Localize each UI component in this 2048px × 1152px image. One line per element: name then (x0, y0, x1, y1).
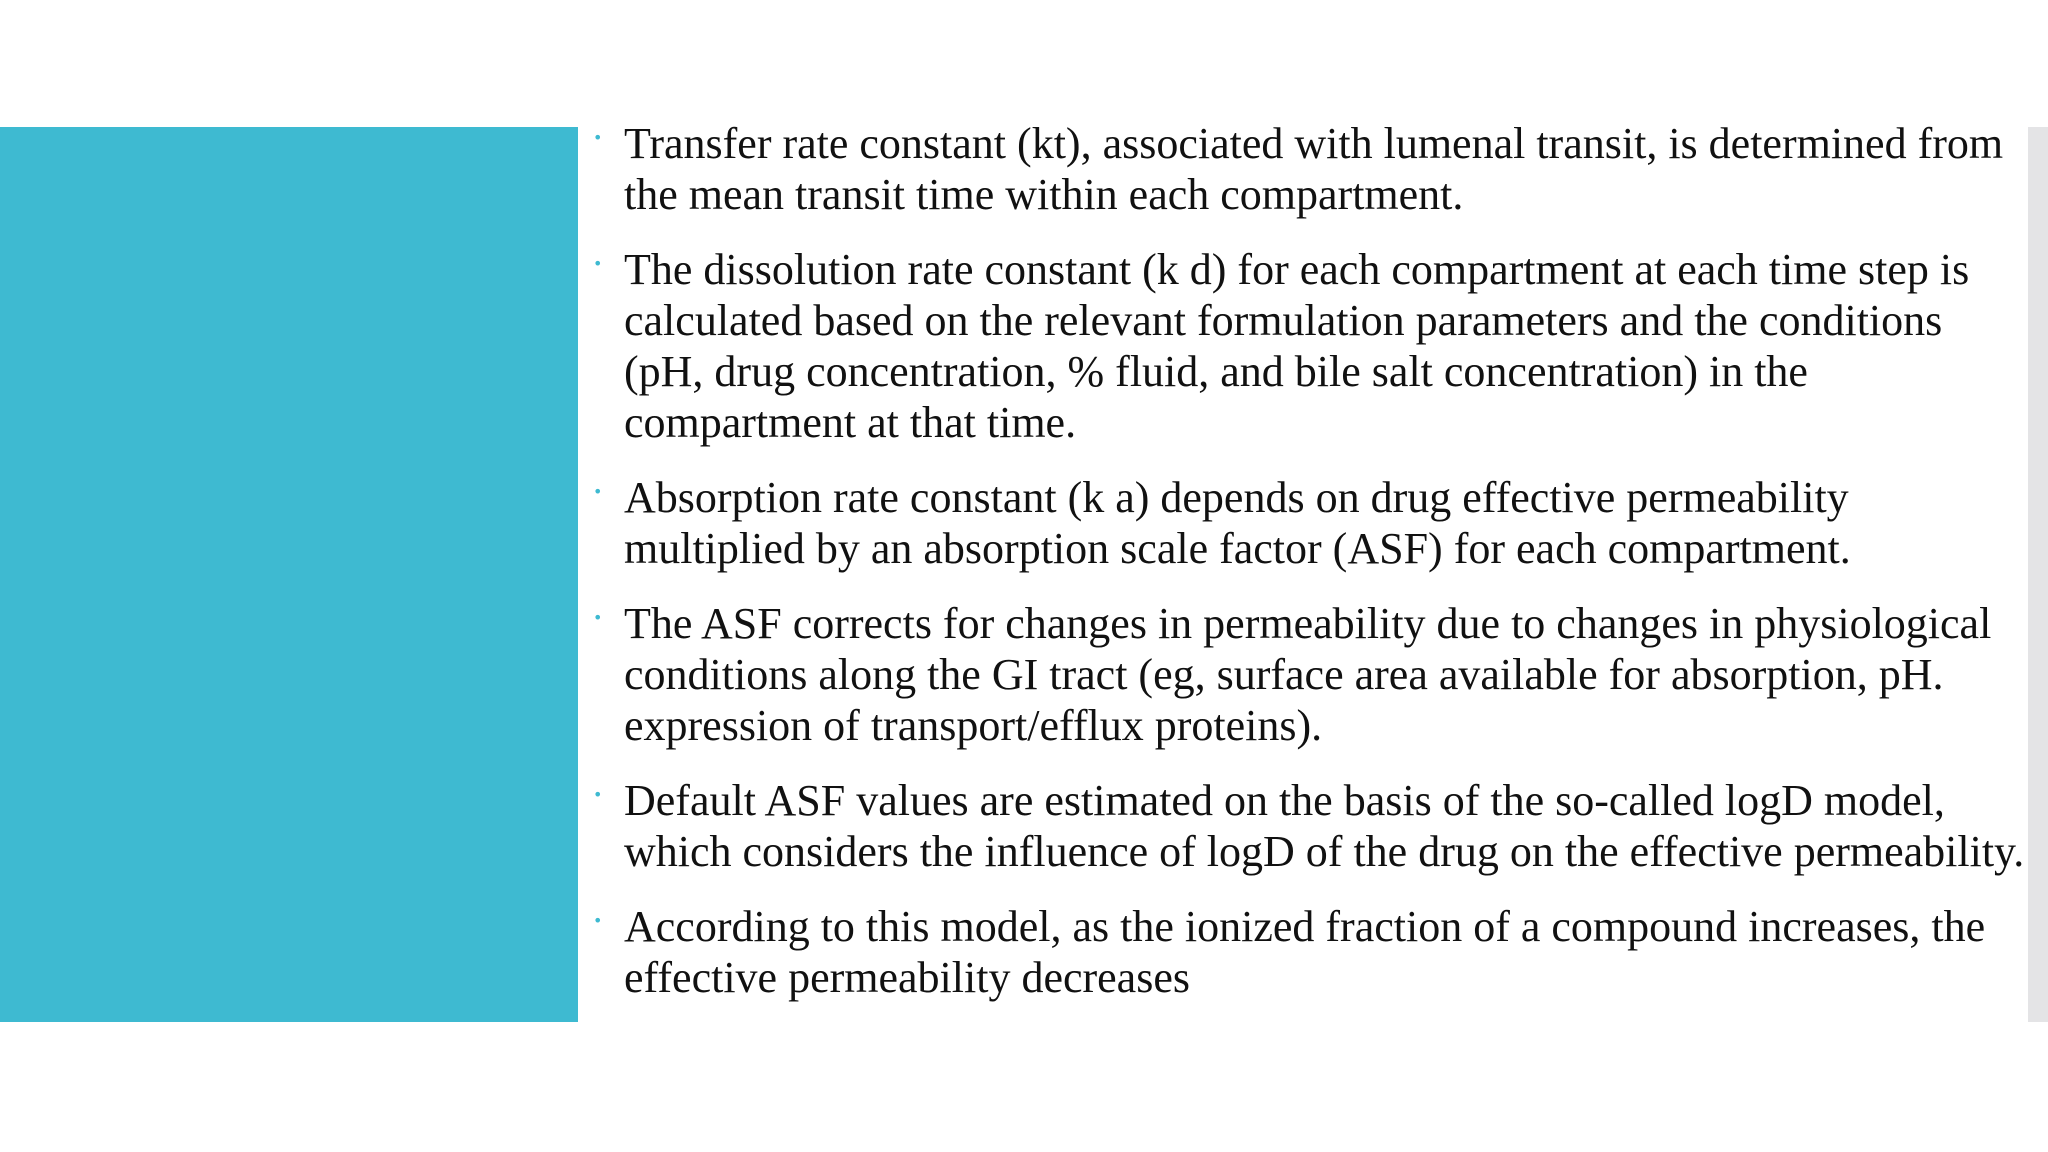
bullet-text: Transfer rate constant (kt), associated with lumenal transit, is determined from the mean transit time within each compartment. (624, 119, 2004, 219)
bullet-text: Default ASF values are estimated on the basis of the so-called logD model, which considers the influence of logD of the drug on the effective permeability. (624, 776, 2025, 876)
bullet-icon: • (593, 608, 603, 627)
bullet-item (588, 118, 2028, 220)
content-panel (588, 118, 2028, 1152)
bullet-list (588, 118, 2028, 1027)
bullet-text: According to this model, as the ionized fraction of a compound increases, the effective permeability decreases (624, 902, 1986, 1002)
bullet-text: Absorption rate constant (k a) depends on drug effective permeability multiplied by an absorption scale factor (ASF) for each compartment. (624, 473, 1851, 573)
accent-block (0, 127, 578, 1022)
bullet-text: The dissolution rate constant (k d) for each compartment at each time step is calculated based on the relevant formulation parameters and the conditions (pH, drug concentration, % fluid, and bile salt concentration) in the compartment at that time. (624, 245, 1970, 447)
bullet-icon: • (593, 128, 603, 147)
bullet-icon: • (593, 254, 603, 273)
bullet-text: The ASF corrects for changes in permeability due to changes in physiological conditions along the GI tract (eg, surface area available for absorption, pH. expression of transport/efflux proteins). (624, 599, 1992, 750)
bullet-item (588, 598, 2028, 751)
bullet-icon: • (593, 785, 603, 804)
bullet-icon: • (593, 911, 603, 930)
bullet-icon: • (593, 482, 603, 501)
bullet-item (588, 775, 2028, 877)
bullet-item (588, 901, 2028, 1003)
bullet-item (588, 244, 2028, 448)
bullet-item (588, 472, 2028, 574)
